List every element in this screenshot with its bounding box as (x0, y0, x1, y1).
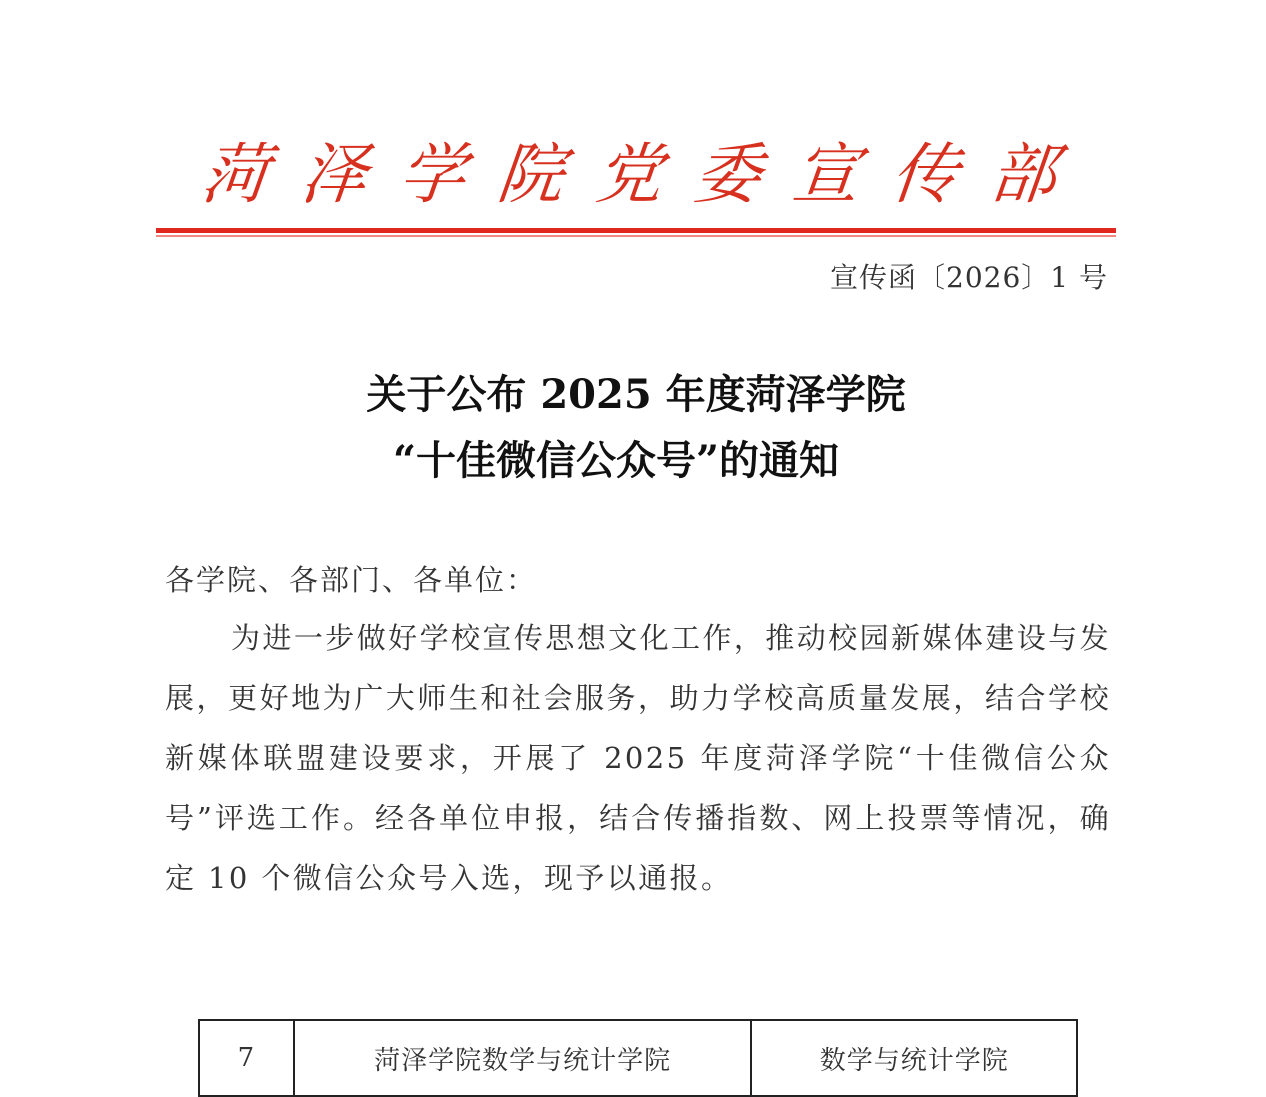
title-line-2: “十佳微信公众号”的通知 (392, 437, 839, 484)
masthead-char: 委 (690, 135, 765, 213)
table-row (199, 1020, 1077, 1096)
row-index: 7 (199, 1020, 294, 1096)
masthead-char: 泽 (296, 135, 371, 213)
salutation: 各学院、各部门、各单位： (165, 563, 538, 597)
masthead-char: 党 (592, 135, 667, 213)
masthead-char: 传 (887, 135, 962, 213)
unit-name: 数学与统计学院 (751, 1020, 1077, 1096)
masthead-char: 学 (395, 135, 470, 213)
account-name: 菏泽学院数学与统计学院 (294, 1020, 752, 1096)
masthead-char: 菏 (198, 135, 273, 213)
body-paragraph: 为进一步做好学校宣传思想文化工作，推动校园新媒体建设与发展，更好地为广大师生和社会服务，助力学校高质量发展，结合学校新媒体联盟建设要求，开展了 2025 年度菏泽学院“十佳微信公众号”评选工作。经各单位申报，结合传播指数、网上投票等情况，确定 10 个微信公众号入选，现予以通报。 (165, 621, 1111, 895)
results-table (198, 1019, 1078, 1097)
masthead-char: 院 (493, 135, 568, 213)
masthead-char: 部 (986, 135, 1061, 213)
document-number: 宣传函〔2026〕1 号 (830, 261, 1108, 294)
document-title (156, 362, 1116, 494)
masthead (185, 118, 1076, 218)
red-divider (156, 228, 1116, 233)
masthead-char: 宣 (789, 135, 864, 213)
title-line-1: 关于公布 2025 年度菏泽学院 (366, 371, 906, 418)
red-divider-thin (156, 235, 1116, 237)
